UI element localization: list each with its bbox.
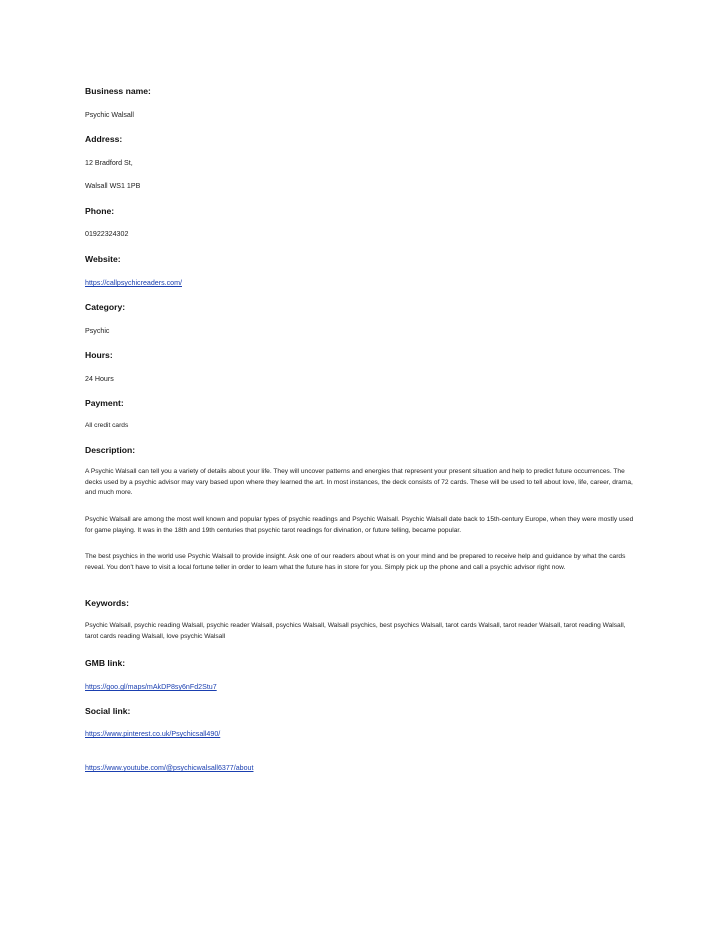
- phone-heading: Phone:: [85, 206, 115, 216]
- social-link-youtube[interactable]: https://www.youtube.com/@psychicwalsall6377/about: [85, 764, 254, 772]
- business-name-value: Psychic Walsall: [85, 111, 135, 119]
- hours-heading: Hours:: [85, 350, 113, 360]
- category-heading: Category:: [85, 302, 126, 312]
- hours-value: 24 Hours: [85, 375, 114, 383]
- payment-value: All credit cards: [85, 422, 129, 429]
- address-line-2: Walsall WS1 1PB: [85, 182, 141, 190]
- address-line-1: 12 Bradford St,: [85, 159, 133, 167]
- website-link[interactable]: https://callpsychicreaders.com/: [85, 279, 182, 287]
- description-paragraph-3: The best psychics in the world use Psychic Walsall to provide insight. Ask one of our readers about what is on your mind and be prepared to receive help and guidance by what the cards reveal. You don't have to visit a local fortune teller in order to learn what the future has in store for you. Simply pick up the phone and call a psychic advisor right now.: [85, 553, 626, 571]
- business-name-heading: Business name:: [85, 86, 151, 96]
- social-link-pinterest[interactable]: https://www.pinterest.co.uk/Psychicsall490/: [85, 730, 221, 738]
- gmb-heading: GMB link:: [85, 658, 126, 668]
- category-value: Psychic: [85, 327, 110, 335]
- payment-heading: Payment:: [85, 398, 124, 408]
- address-heading: Address:: [85, 134, 123, 144]
- phone-value: 01922324302: [85, 230, 129, 238]
- keywords-value: Psychic Walsall, psychic reading Walsall, psychic reader Walsall, psychics Walsall, Walsall psychics, best psychics Walsall, tarot cards Walsall, tarot reader Walsall, tarot reading Walsall, tarot cards reading Walsall, love psychic Walsall: [85, 622, 626, 640]
- description-heading: Description:: [85, 445, 136, 455]
- keywords-heading: Keywords:: [85, 598, 129, 608]
- description-paragraph-2: Psychic Walsall are among the most well known and popular types of psychic readings and Psychic Walsall. Psychic Walsall date back to 15th-century Europe, when they were mostly used for game playing. It was in the 18th and 19th centuries that psychic tarot readings for divination, or future telling, became popular.: [85, 516, 634, 534]
- social-heading: Social link:: [85, 706, 131, 716]
- gmb-link[interactable]: https://goo.gl/maps/mAkDP8sy6nFd2Stu7: [85, 683, 217, 691]
- description-paragraph-1: A Psychic Walsall can tell you a variety of details about your life. They will uncover patterns and energies that represent your present situation and help to predict future occurrences. The decks used by a psychic advisor may vary based upon where they learned the art. In most instances, the deck consists of 72 cards. These will be used to tell about love, life, career, drama, and much more.: [85, 468, 633, 497]
- website-heading: Website:: [85, 254, 121, 264]
